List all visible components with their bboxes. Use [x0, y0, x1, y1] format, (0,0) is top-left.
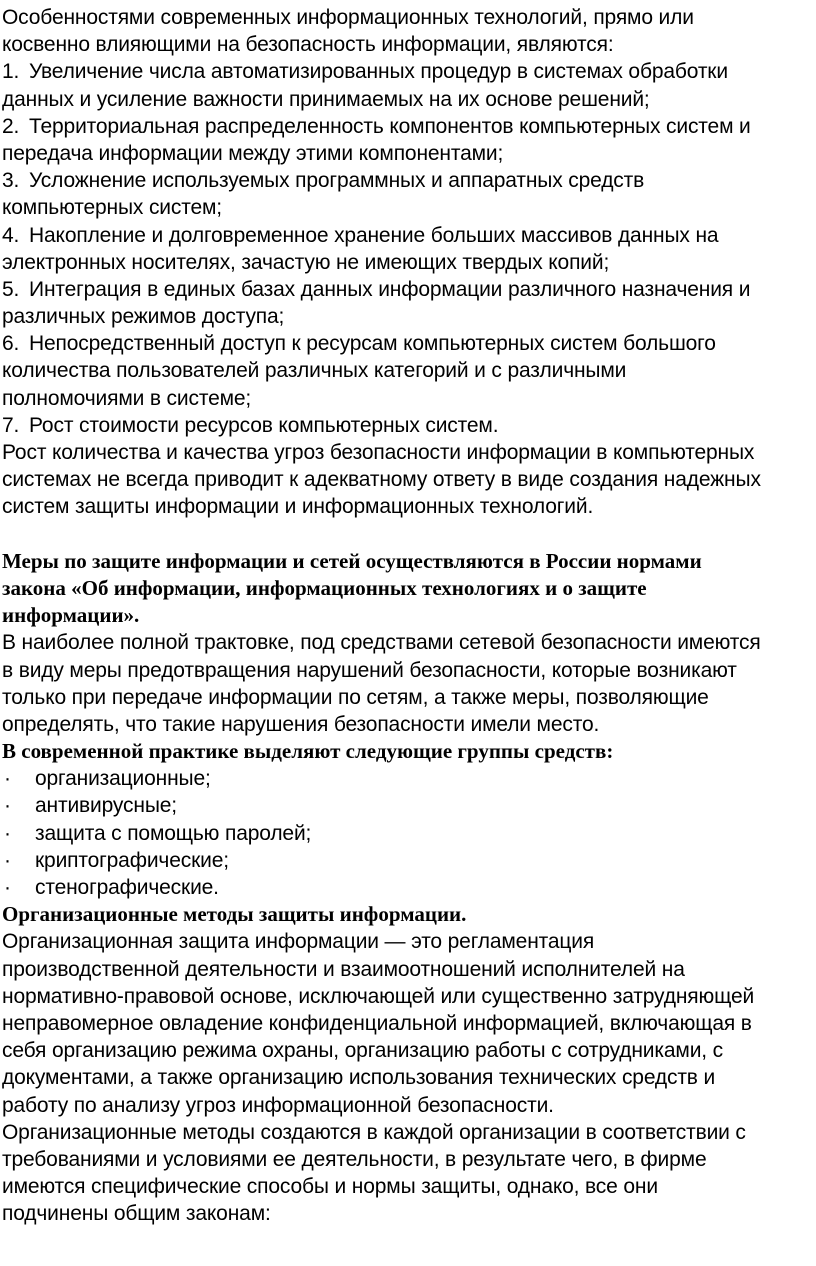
text-line: количества пользователей различных категорий и с различными [2, 359, 627, 383]
text-line: документами, а также организацию использования технических средств и [2, 1066, 716, 1090]
list-item [2, 847, 814, 874]
list-item [2, 820, 814, 847]
org-methods-heading: Организационные методы защиты информации. [2, 902, 467, 927]
measures-heading [2, 548, 814, 630]
text-line: себя организацию режима охраны, организацию работы с сотрудниками, с [2, 1039, 724, 1063]
bullet-icon: · [4, 821, 11, 845]
heading-line: информации». [2, 603, 140, 628]
text-line: системах не всегда приводит к адекватному ответу в виде создания надежных [2, 468, 761, 492]
text-line: полномочиями в системе; [2, 386, 252, 410]
list-number: 6. [2, 332, 20, 356]
list-item [2, 222, 814, 276]
text-line: работу по анализу угроз информационной безопасности. [2, 1093, 554, 1117]
heading-line: закона «Об информации, информационных технологиях и о защите [2, 575, 647, 600]
heading-line: Меры по защите информации и сетей осуществляются в России нормами [2, 548, 702, 573]
text-line: компьютерных систем; [2, 196, 222, 220]
text-line: только при передаче информации по сетям, а также меры, позволяющие [2, 685, 709, 709]
network-security-paragraph [2, 629, 814, 738]
text-line: в виду меры предотвращения нарушений безопасности, которые возникают [2, 658, 737, 682]
list-item-text: защита с помощью паролей; [35, 821, 312, 845]
list-number: 3. [2, 169, 20, 193]
text-line: передача информации между этими компонентами; [2, 141, 504, 165]
list-number: 1. [2, 60, 20, 84]
list-item [2, 874, 814, 901]
list-item [2, 792, 814, 819]
list-number: 2. [2, 114, 20, 138]
list-item-text: стенографические. [35, 876, 219, 899]
groups-heading: В современной практике выделяют следующие группы средств: [2, 739, 614, 764]
text-line: подчинены общим законам: [2, 1202, 271, 1226]
bullet-icon: · [4, 767, 11, 791]
text-line: Рост стоимости ресурсов компьютерных систем. [29, 413, 499, 437]
list-item-text: антивирусные; [35, 794, 177, 818]
bullet-icon: · [4, 876, 11, 899]
list-item [2, 330, 814, 412]
text-line: данных и усиление важности принимаемых на их основе решений; [2, 87, 650, 111]
list-item-text: криптографические; [35, 848, 229, 872]
text-line: Увеличение числа автоматизированных процедур в системах обработки [29, 60, 728, 84]
list-item [2, 58, 814, 112]
blank-line [2, 521, 814, 548]
text-line: Интеграция в единых базах данных информации различного назначения и [29, 277, 751, 301]
list-item [2, 113, 814, 167]
bullet-icon: · [4, 794, 11, 818]
growth-paragraph [2, 439, 814, 521]
text-line: Организационная защита информации — это регламентация [2, 930, 595, 954]
list-item [2, 412, 814, 439]
features-list [2, 58, 814, 439]
text-line: нормативно-правовой основе, исключающей или существенно затрудняющей [2, 984, 755, 1008]
text-line: электронных носителях, зачастую не имеющих твердых копий; [2, 250, 610, 274]
list-item [2, 167, 814, 221]
groups-list [2, 765, 814, 901]
text-line: Особенностями современных информационных технологий, прямо или [2, 6, 694, 29]
list-item [2, 276, 814, 330]
list-number: 4. [2, 223, 20, 247]
text-line: систем защиты информации и информационных технологий. [2, 495, 594, 519]
text-line: Рост количества и качества угроз безопасности информации в компьютерных [2, 441, 755, 464]
list-item-text: организационные; [35, 767, 211, 791]
list-item [2, 765, 814, 792]
text-line: Организационные методы создаются в каждой организации в соответствии с [2, 1120, 746, 1144]
text-line: Усложнение используемых программных и аппаратных средств [29, 169, 645, 193]
bullet-icon: · [4, 848, 11, 872]
text-line: различных режимов доступа; [2, 305, 285, 329]
text-line: Непосредственный доступ к ресурсам компьютерных систем большого [29, 332, 716, 356]
text-line: определять, что такие нарушения безопасности имели место. [2, 712, 600, 736]
text-line: косвенно влияющими на безопасность информации, являются: [2, 33, 614, 57]
text-line: Территориальная распределенность компонентов компьютерных систем и [29, 114, 751, 138]
text-line: имеются специфические способы и нормы защиты, однако, все они [2, 1175, 658, 1199]
org-methods-paragraph [2, 1119, 814, 1228]
org-protection-paragraph [2, 928, 814, 1118]
list-number: 7. [2, 413, 20, 437]
text-line: Накопление и долговременное хранение больших массивов данных на [29, 223, 719, 247]
text-line: В наиболее полной трактовке, под средствами сетевой безопасности имеются [2, 631, 761, 655]
intro-paragraph [2, 4, 814, 58]
list-number: 5. [2, 277, 20, 301]
text-line: неправомерное овладение конфиденциальной информацией, включающая в [2, 1011, 752, 1035]
text-line: производственной деятельности и взаимоотношений исполнителей на [2, 957, 685, 981]
text-line: требованиями и условиями ее деятельности, в результате чего, в фирме [2, 1147, 707, 1171]
